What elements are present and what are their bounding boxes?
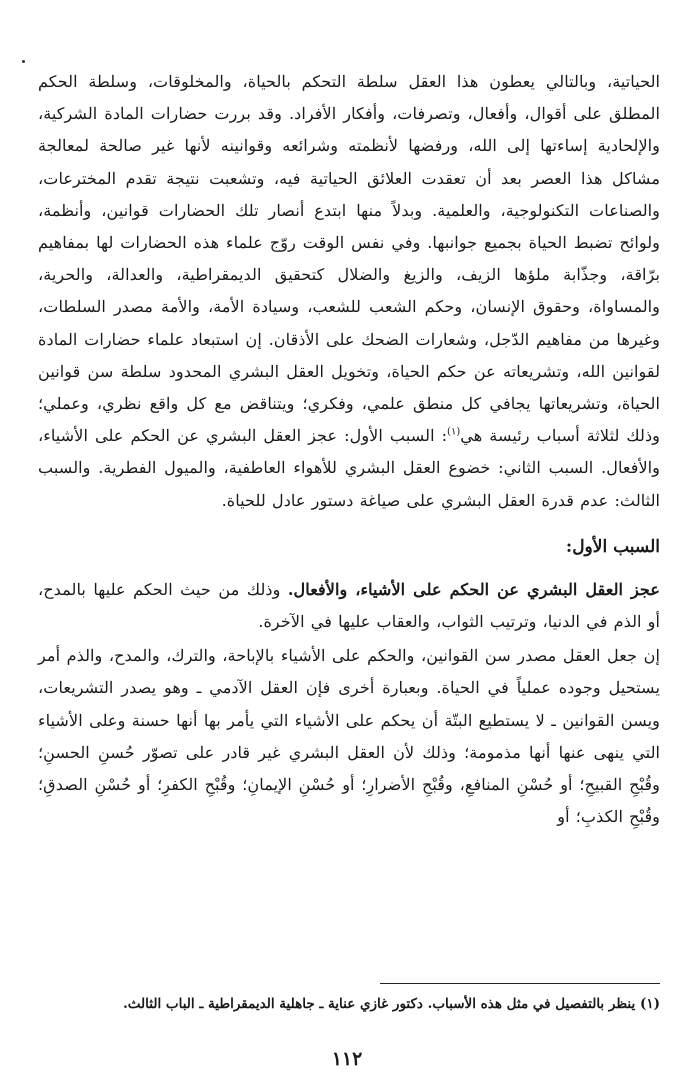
section-lead-bold: عجز العقل البشري عن الحكم على الأشياء، والأفعال.	[287, 579, 660, 599]
paragraph-2-text-a: وذلك من حيث الحكم عليها بالمدح، أو الذم في الدنيا، وترتيب الثواب، والعقاب عليها في الآخرة.	[38, 579, 660, 632]
paragraph-1-text: الحياتية، وبالتالي يعطون هذا العقل سلطة التحكم بالحياة، والمخلوقات، وسلطة الحكم المطلق على أقوال، وأفعال، وتصرفات، وأفكار الأفراد. وقد بررت حضارات المادة الشركية، والإلحادية إساءتها إلى الله، ورفضها لأنظمته وشرائعه وقوانينه لأنها غير صالحة لمعالجة مشاكل هذا العصر بعد أن تعقدت العلائق الحياتية فيه، وتشعبت نتيجة تقدم المخترعات، والصناعات التكنولوجية، والعلمية. وبدلاً منها ابتدع أنصار تلك الحضارات قوانين، وأنظمة، ولوائح تضبط الحياة بجميع جوانبها. وفي نفس الوقت روّج علماء هذه الحضارات لها بمفاهيم برّاقة، وجذّابة ملؤها الزيف، والزيغ والضلال كتحقيق الديمقراطية، والعدالة، والحرية، والمساواة، وحقوق الإنسان، وحكم الشعب للشعب، وسيادة الأمة، والأمة مصدر السلطات، وغيرها من مفاهيم الدّجل، وشعارات الضحك على الأذقان. إن استبعاد علماء حضارات المادة لقوانين الله، وتشريعاته عن حكم الحياة، وتخويل العقل البشري المحدود سلطة سن قوانين الحياة، وتشريعاتها يجافي كل منطق علمي، وفكري؛ ويتناقض مع كل واقع نظري، وعملي؛ وذلك لثلاثة أسباب رئيسة هي	[38, 72, 660, 446]
main-text	[38, 66, 660, 833]
page-number: ١١٢	[331, 1048, 363, 1070]
margin-dot	[22, 60, 25, 63]
footnote-divider	[380, 983, 660, 984]
body-paragraph-2	[38, 574, 660, 638]
body-paragraph-3: إن جعل العقل مصدر سن القوانين، والحكم على الأشياء بالإباحة، والترك، والمدح، والذم أمر يستحيل وجوده عملياً في الحياة. وبعبارة أخرى فإن العقل الآدمي ـ وهو يصدر التشريعات، ويسن القوانين ـ لا يستطيع البتّة أن يحكم على الأشياء التي يأمر بها أنها حسنة وعلى الأشياء التي ينهى عنها أنها مذمومة؛ وذلك لأن العقل البشري غير قادر على تصوّر حُسنِ الحسنِ؛ وقُبْحِ القبيحِ؛ أو حُسْنِ المنافعِ، وقُبْحِ الأضرارِ؛ أو حُسْنِ الإيمانِ؛ وقُبْحِ الكفرِ؛ أو حُسْنِ الصدقِ؛ وقُبْحِ الكذبِ؛ أو	[38, 646, 660, 827]
footnote: (١) ينظر بالتفصيل في مثل هذه الأسباب. دكتور غازي عناية ـ جاهلية الديمقراطية ـ الباب الثالث.	[123, 996, 660, 1012]
body-paragraph-1	[38, 66, 660, 517]
paragraph-1-tail: : السبب الأول: عجز العقل البشري عن الحكم على الأشياء، والأفعال. السبب الثاني: خضوع العقل البشري للأهواء العاطفية، والميول الفطرية. والسبب الثالث: عدم قدرة العقل البشري على صياغة دستور عادل للحياة.	[38, 426, 660, 510]
section-heading: السبب الأول:	[565, 536, 660, 557]
footnote-reference[interactable]: (١)	[447, 426, 461, 438]
